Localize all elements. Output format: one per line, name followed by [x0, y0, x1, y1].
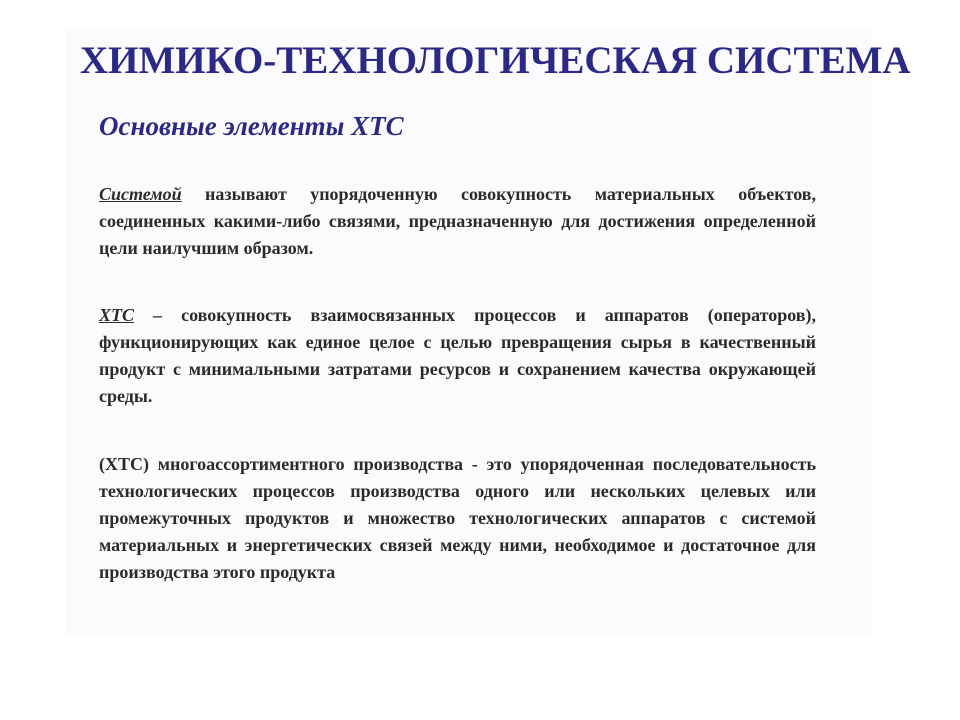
term-xts: ХТС [99, 305, 135, 325]
definition-system-text: называют упорядоченную совокупность материальных объектов, соединенных какими-либо связями, предназначенную для достижения определенной цели наилучшим образом. [99, 184, 816, 258]
definition-multiproduct-xts-paragraph [99, 451, 816, 586]
slide-title: ХИМИКО-ТЕХНОЛОГИЧЕСКАЯ СИСТЕМА [80, 39, 911, 82]
definition-multiproduct-xts-text: (ХТС) многоассортиментного производства - это упорядоченная последовательность технологических процессов производства одного или нескольких целевых или промежуточных продуктов и множество технологических аппаратов с системой материальных и энергетических связей между ними, необходимое и достаточное для производства этого продукта [99, 454, 816, 582]
definition-xts-text: – совокупность взаимосвязанных процессов и аппаратов (операторов), функционирующих как единое целое с целью превращения сырья в качественный продукт с минимальными затратами ресурсов и сохранением качества окружающей среды. [99, 305, 816, 406]
slide-subtitle: Основные элементы ХТС [99, 111, 404, 141]
definition-xts-paragraph [99, 302, 816, 410]
definition-system-paragraph [99, 181, 816, 262]
term-system: Системой [99, 184, 182, 204]
